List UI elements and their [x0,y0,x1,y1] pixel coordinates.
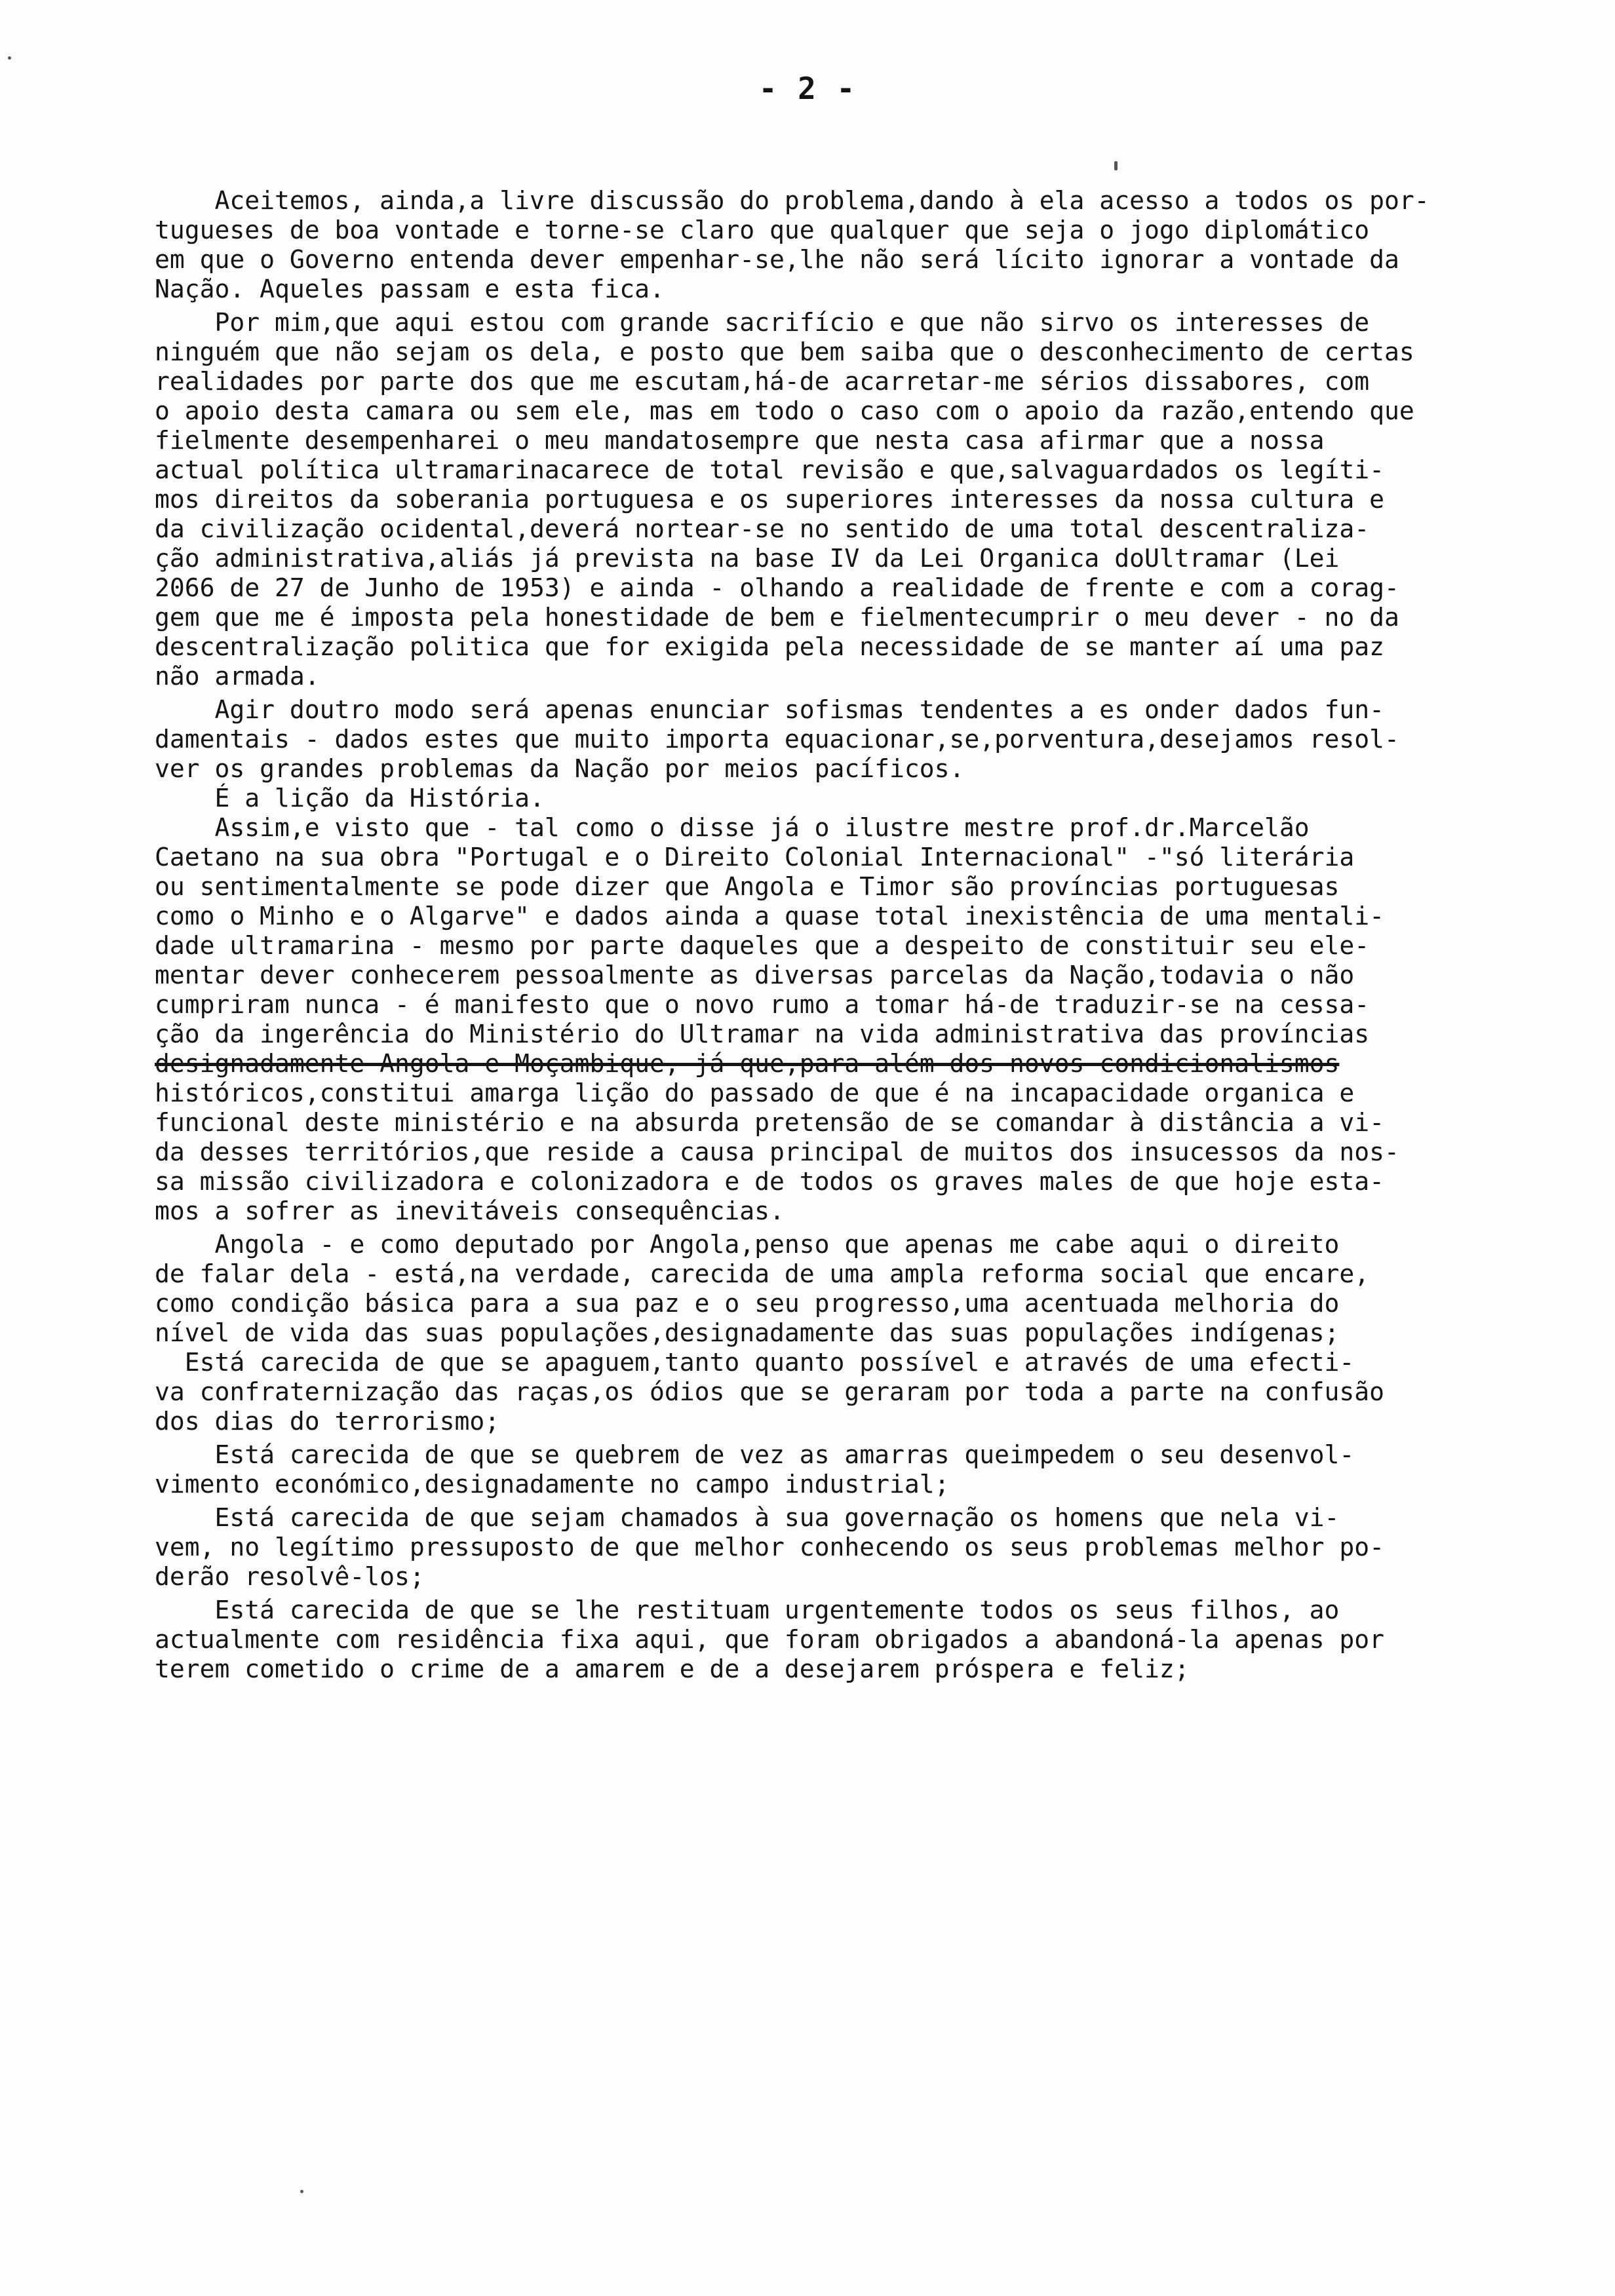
text-line: de falar dela - está,na verdade, carecida de uma ampla reforma social que encare, [155,1259,1370,1288]
text-line: da civilização ocidental,deverá nortear-se no sentido de uma total descentraliza- [155,514,1370,543]
text-line: Assim,e visto que - tal como o disse já o ilustre mestre prof.dr.Marcelão [155,813,1310,842]
text-line: em que o Governo entenda dever empenhar-se,lhe não será lícito ignorar a vontade da [155,245,1399,274]
text-line: descentralização politica que for exigida pela necessidade de se manter aí uma paz [155,632,1384,661]
text-line: ou sentimentalmente se pode dizer que Angola e Timor são províncias portuguesas [155,872,1340,901]
text-line: dos dias do terrorismo; [155,1407,500,1436]
text-line: actualmente com residência fixa aqui, que foram obrigados a abandoná-la apenas por [155,1625,1384,1654]
scan-speck [8,56,11,60]
text-line: realidades por parte dos que me escutam,há-de acarretar-me sérios dissabores, com [155,367,1370,396]
text-line: da desses territórios,que reside a causa principal de muitos dos insucessos da nos- [155,1138,1399,1166]
text-line: Está carecida de que se quebrem de vez as amarras queimpedem o seu desenvol- [155,1440,1355,1469]
text-line: dade ultramarina - mesmo por parte daqueles que a despeito de constituir seu ele- [155,931,1370,960]
text-line: damentais - dados estes que muito importa equacionar,se,porventura,desejamos resol- [155,725,1399,754]
text-line: Está carecida de que se apaguem,tanto quanto possível e através de uma efecti- [155,1348,1355,1377]
scan-speck [1114,161,1118,170]
text-line: ver os grandes problemas da Nação por meios pacíficos. [155,754,965,783]
text-line: Está carecida de que sejam chamados à sua governação os homens que nela vi- [155,1503,1340,1532]
text-line: tugueses de boa vontade e torne-se claro que qualquer que seja o jogo diplomático [155,216,1370,244]
text-line: ninguém que não sejam os dela, e posto que bem saiba que o desconhecimento de certas [155,337,1414,366]
text-line: históricos,constitui amarga lição do passado de que é na incapacidade organica e [155,1079,1355,1107]
text-line: como condição básica para a sua paz e o seu progresso,uma acentuada melhoria do [155,1289,1340,1318]
text-line: É a lição da História. [155,784,545,813]
text-line: o apoio desta camara ou sem ele, mas em todo o caso com o apoio da razão,entendo que [155,396,1414,425]
text-line: não armada. [155,662,320,691]
text-line: Nação. Aqueles passam e esta fica. [155,275,665,303]
text-line: funcional deste ministério e na absurda pretensão de se comandar à distância a vi- [155,1108,1384,1137]
text-line: sa missão civilizadora e colonizadora e de todos os graves males de que hoje esta- [155,1167,1384,1196]
text-line: Por mim,que aqui estou com grande sacrifício e que não sirvo os interesses de [155,308,1370,337]
text-line: derão resolvê-los; [155,1562,425,1591]
text-line: ção da ingerência do Ministério do Ultramar na vida administrativa das províncias [155,1020,1370,1048]
body-text [155,186,1544,1684]
text-line: cumpriram nunca - é manifesto que o novo rumo a tomar há-de traduzir-se na cessa- [155,990,1370,1019]
text-line: 2066 de 27 de Junho de 1953) e ainda - olhando a realidade de frente e com a corag- [155,573,1399,602]
text-line: nível de vida das suas populações,designadamente das suas populações indígenas; [155,1318,1340,1347]
text-line: actual política ultramarinacarece de total revisão e que,salvaguardados os legíti- [155,455,1384,484]
text-line: va confraternização das raças,os ódios que se geraram por toda a parte na confusão [155,1377,1384,1406]
text-line: vimento económico,designadamente no campo industrial; [155,1470,950,1499]
text-line: mos a sofrer as inevitáveis consequências. [155,1196,785,1225]
text-line: fielmente desempenharei o meu mandatosempre que nesta casa afirmar que a nossa [155,426,1325,455]
page-number: - 2 - [758,71,857,106]
struck-text-line: designadamente Angola e Moçambique, já que,para além dos novos condicionalismos [155,1049,1340,1078]
text-line: mentar dever conhecerem pessoalmente as diversas parcelas da Nação,todavia o não [155,961,1355,989]
scan-speck [300,2190,303,2193]
text-line: Agir doutro modo será apenas enunciar sofismas tendentes a es onder dados fun- [155,695,1384,724]
text-line: como o Minho e o Algarve" e dados ainda a quase total inexistência de uma mentali- [155,902,1384,930]
text-line: vem, no legítimo pressuposto de que melhor conhecendo os seus problemas melhor po- [155,1533,1384,1561]
text-line: Caetano na sua obra "Portugal e o Direito Colonial Internacional" -"só literária [155,843,1355,871]
text-line: gem que me é imposta pela honestidade de bem e fielmentecumprir o meu dever - no da [155,603,1399,632]
text-line: ção administrativa,aliás já prevista na base IV da Lei Organica doUltramar (Lei [155,544,1340,573]
text-line: Está carecida de que se lhe restituam urgentemente todos os seus filhos, ao [155,1596,1340,1624]
text-line: mos direitos da soberania portuguesa e os superiores interesses da nossa cultura e [155,485,1384,514]
text-line: terem cometido o crime de a amarem e de a desejarem próspera e feliz; [155,1655,1190,1683]
text-line: Aceitemos, ainda,a livre discussão do problema,dando à ela acesso a todos os por- [155,186,1430,215]
text-line: Angola - e como deputado por Angola,penso que apenas me cabe aqui o direito [155,1230,1340,1259]
